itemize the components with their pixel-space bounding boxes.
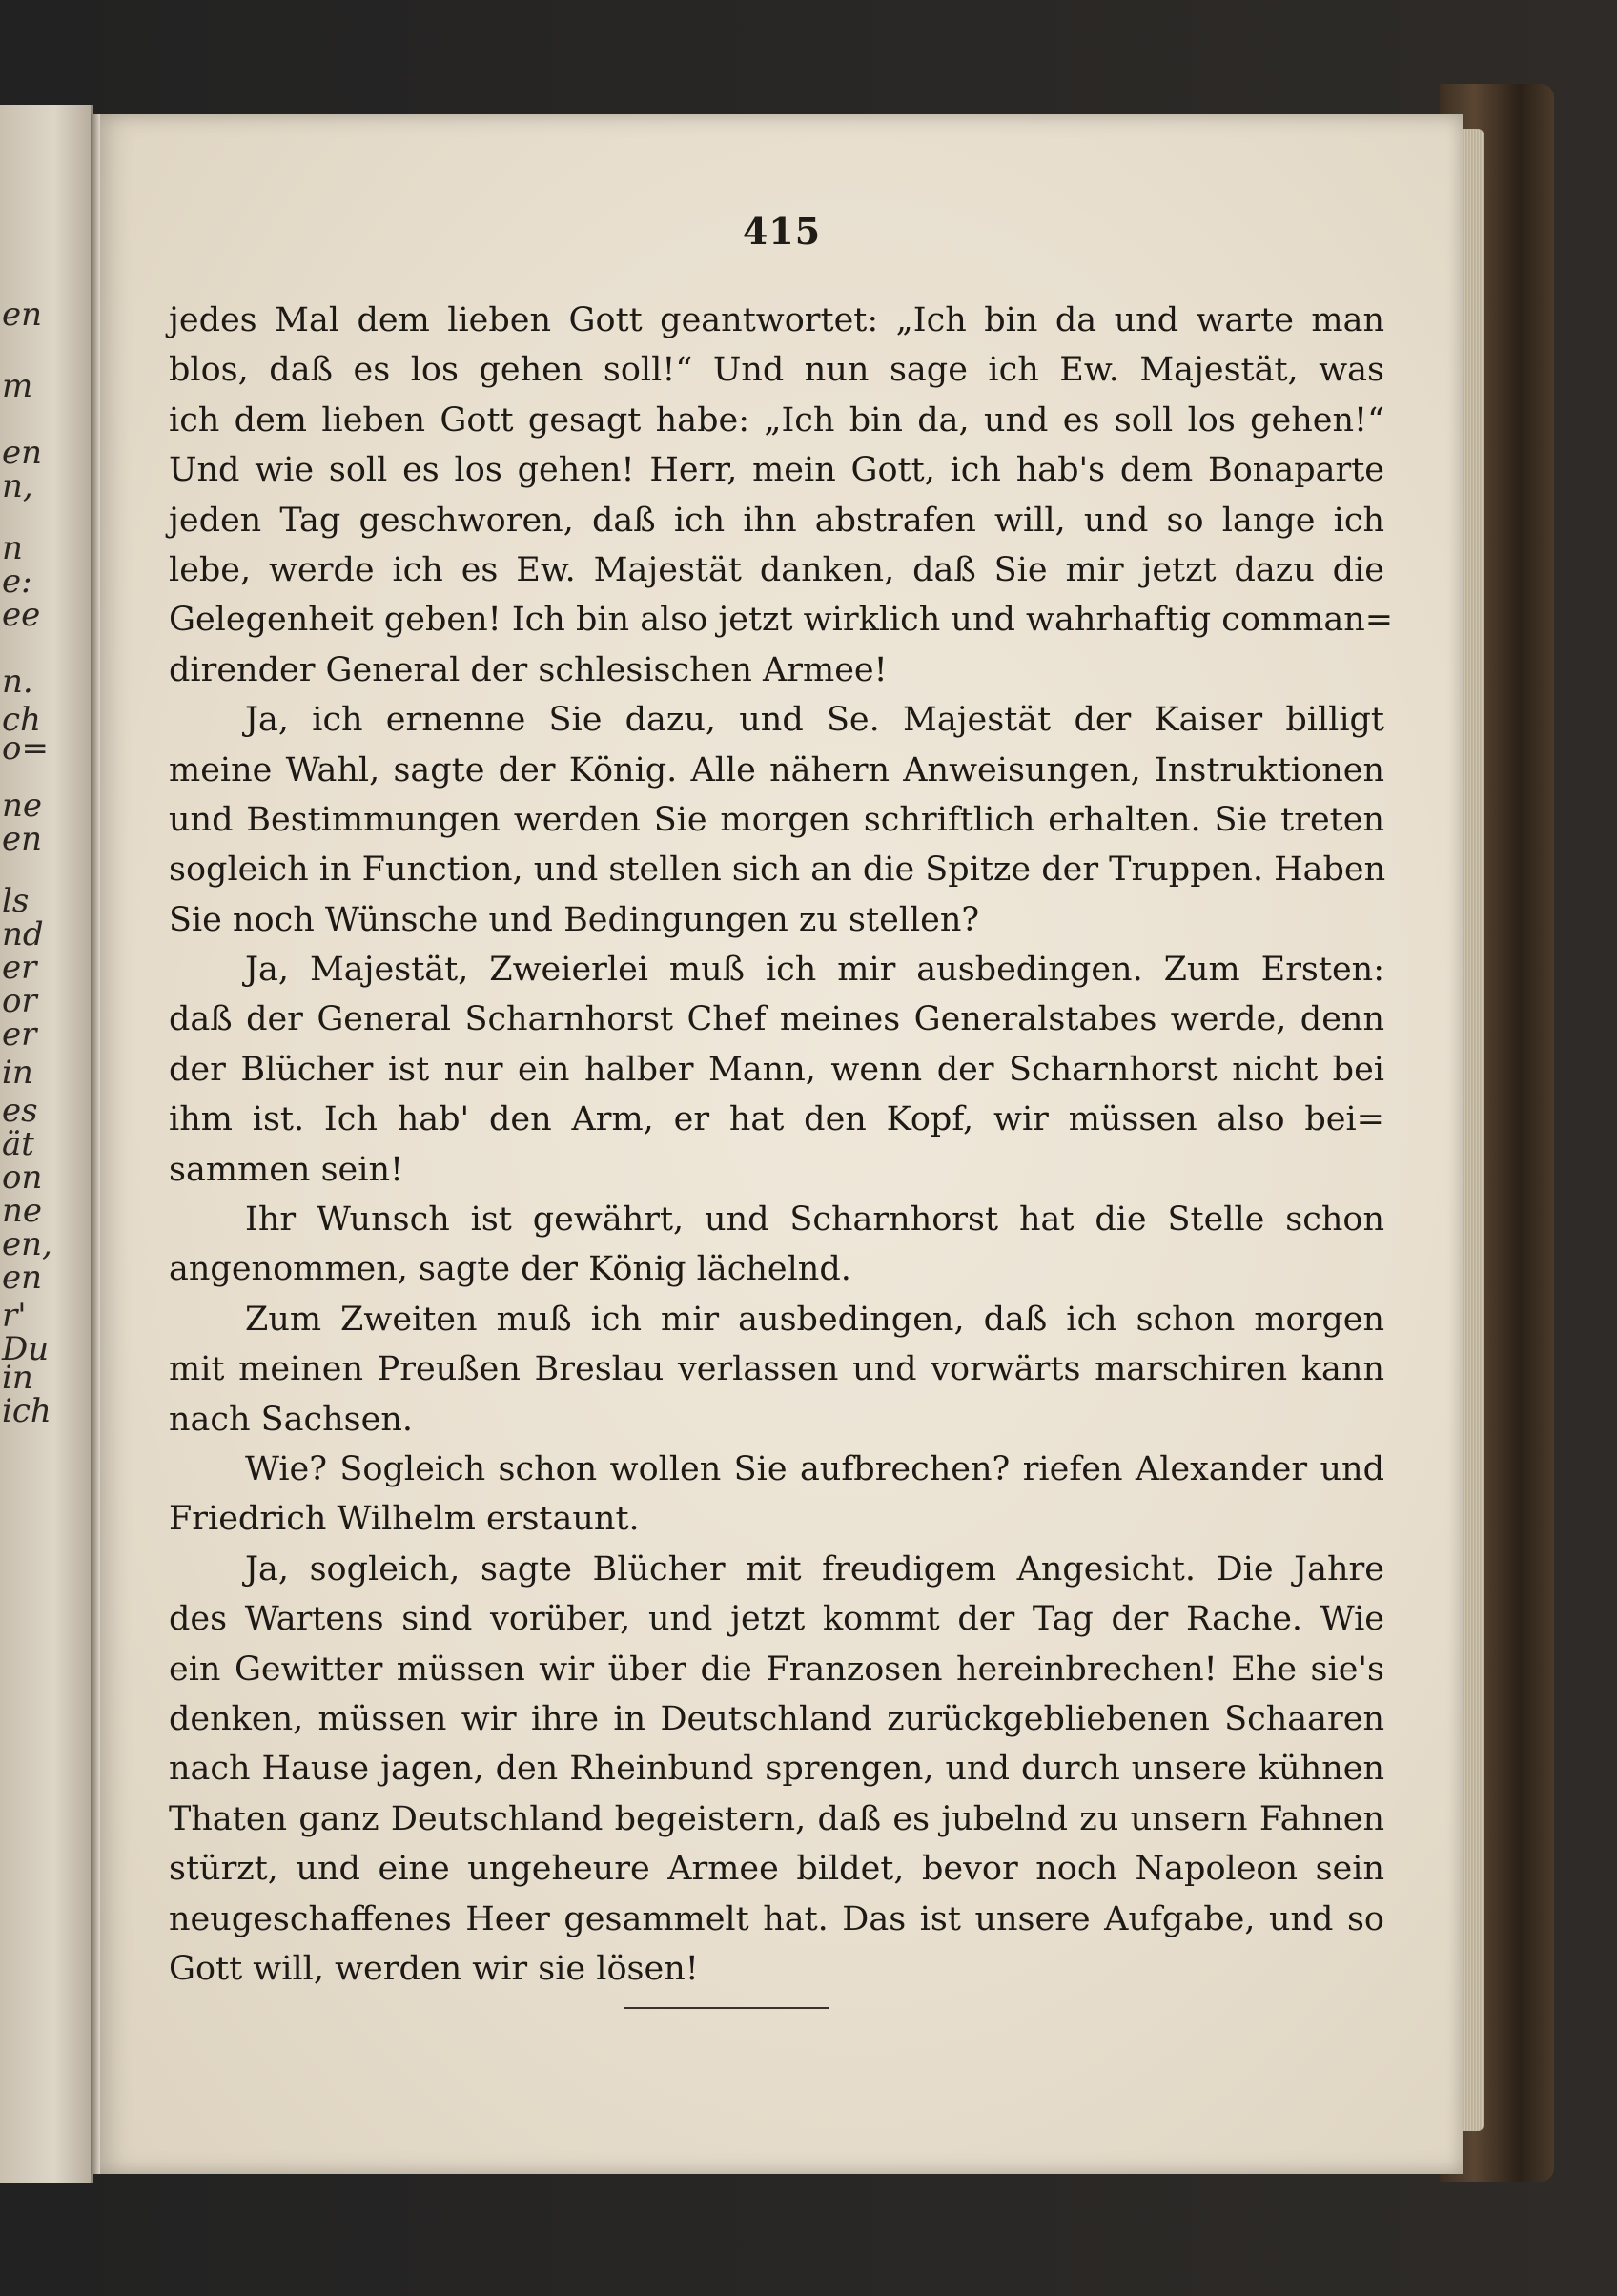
text-line: Ihr Wunsch ist gewährt, und Scharnhorst hat die Stelle schon [245,1200,1384,1240]
text-line: Friedrich Wilhelm erstaunt. [169,1500,640,1539]
text-line: sogleich in Function, und stellen sich an die Spitze der Truppen. Haben [169,851,1386,890]
text-line: Ja, Majestät, Zweierlei muß ich mir ausbedingen. Zum Ersten: [245,951,1384,990]
left-page-fragment: en, [2,1225,52,1263]
text-line: Sie noch Wünsche und Bedingungen zu stellen? [169,900,980,939]
text-line: ich dem lieben Gott gesagt habe: „Ich bin da, und es soll los gehen!“ [169,400,1384,440]
left-page-fragment: en [2,296,43,334]
text-line: Zum Zweiten muß ich mir ausbedingen, daß ich schon morgen [245,1300,1384,1339]
left-page-fragment: o= [2,729,49,768]
text-line: Und wie soll es los gehen! Herr, mein Gott, ich hab's dem Bonaparte [169,451,1384,490]
left-page-fragment: en [2,820,43,858]
left-page-fragment: ät [2,1125,34,1163]
text-line: der Blücher ist nur ein halber Mann, wenn der Scharnhorst nicht bei [169,1050,1384,1089]
left-page-edge [0,105,93,2183]
text-line: und Bestimmungen werden Sie morgen schriftlich erhalten. Sie treten [169,800,1384,839]
text-line: mit meinen Preußen Breslau verlassen und vorwärts marschiren kann [169,1350,1384,1389]
left-page-fragment: n. [2,663,33,701]
text-line: angenommen, sagte der König lächelnd. [169,1250,851,1289]
text-line: stürzt, und eine ungeheure Armee bildet, bevor noch Napoleon sein [169,1850,1384,1889]
left-page-fragment: er [2,1015,37,1054]
left-page-fragment: in [2,1359,33,1397]
left-page-fragment: ne [2,1192,43,1230]
text-line: blos, daß es los gehen soll!“ Und nun sage ich Ew. Majestät, was [169,351,1384,390]
body-text [169,296,1394,1994]
left-page-fragment: ee [2,596,41,634]
left-page-fragment: or [2,982,37,1020]
left-page-fragment: n, [2,467,33,505]
left-page-fragment: er [2,949,37,987]
text-line: daß der General Scharnhorst Chef meines Generalstabes werde, denn [169,1000,1384,1039]
left-page-fragment: ch [2,701,41,739]
left-page-fragment: ls [2,882,30,920]
text-line: meine Wahl, sagte der König. Alle nähern Anweisungen, Instruktionen [169,750,1384,789]
left-page-fragment: e: [2,563,32,601]
book-page [100,114,1463,2174]
book-gutter [91,114,100,2174]
text-line: lebe, werde ich es Ew. Majestät danken, daß Sie mir jetzt dazu die [169,550,1384,589]
left-page-fragment: in [2,1054,33,1092]
left-page-fragment: en [2,1259,43,1297]
left-page-fragment: es [2,1092,38,1130]
left-page-fragment: r' [2,1297,27,1335]
text-line: Thaten ganz Deutschland begeistern, daß es jubelnd zu unsern Fahnen [169,1799,1384,1838]
left-page-fragment: nd [2,915,44,953]
text-line: nach Sachsen. [169,1400,414,1439]
text-line: ein Gewitter müssen wir über die Franzosen hereinbrechen! Ehe sie's [169,1650,1384,1689]
left-page-fragment: Du [2,1330,50,1368]
left-page-fragment: ne [2,787,43,825]
text-line: neugeschaffenes Heer gesammelt hat. Das ist unsere Aufgabe, und so [169,1899,1384,1938]
text-line: Ja, ich ernenne Sie dazu, und Se. Majestät der Kaiser billigt [245,701,1384,740]
text-line: Wie? Sogleich schon wollen Sie aufbrechen? riefen Alexander und [245,1449,1384,1488]
left-page-fragment: m [2,367,33,405]
text-line: Gott will, werden wir sie lösen! [169,1949,699,1988]
text-line: sammen sein! [169,1150,404,1189]
left-page-fragment: ich [2,1392,51,1430]
left-page-fragment: en [2,434,43,472]
text-line: dirender General der schlesischen Armee! [169,650,888,689]
text-line: nach Hause jagen, den Rheinbund sprengen, und durch unsere kühnen [169,1750,1384,1789]
page-number: 415 [742,210,822,253]
left-page-fragment: on [2,1158,43,1197]
text-line: des Wartens sind vorüber, und jetzt kommt der Tag der Rache. Wie [169,1600,1384,1639]
closing-rule [624,2007,829,2009]
text-line: denken, müssen wir ihre in Deutschland zurückgebliebenen Schaaren [169,1699,1384,1738]
text-line: ihm ist. Ich hab' den Arm, er hat den Kopf, wir müssen also bei= [169,1100,1384,1139]
text-line: jedes Mal dem lieben Gott geantwortet: „Ich bin da und warte man [169,301,1384,339]
text-line: Gelegenheit geben! Ich bin also jetzt wirklich und wahrhaftig comman= [169,601,1394,640]
text-line: jeden Tag geschworen, daß ich ihn abstrafen will, und so lange ich [169,501,1384,540]
text-line: Ja, sogleich, sagte Blücher mit freudigem Angesicht. Die Jahre [245,1549,1384,1589]
left-page-fragment: n [2,529,23,567]
